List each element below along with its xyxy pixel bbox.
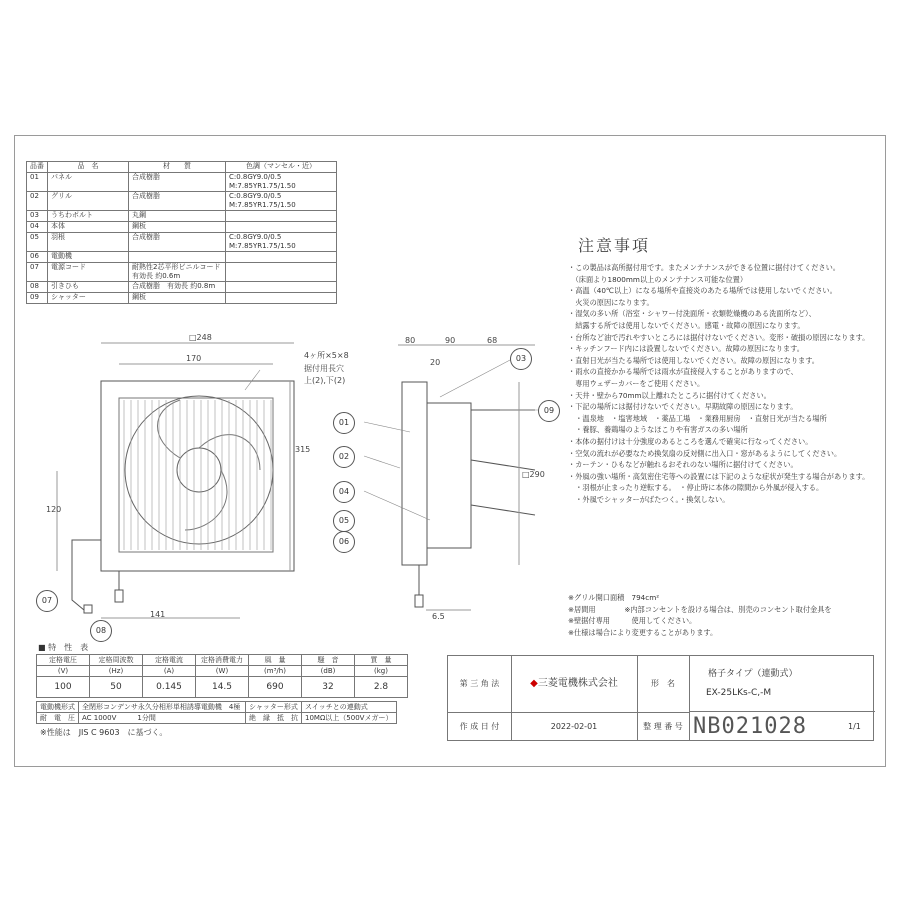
part-material: 鋼板 [129,293,226,304]
spec-table [36,654,408,698]
part-color-line: M:7.85YR1.75/1.50 [229,242,296,250]
note-line: ※グリル開口面積 794cm² [568,593,660,602]
part-no: 08 [27,282,48,293]
spec-value: 14.5 [196,677,249,698]
dim-width: □248 [189,333,212,342]
side-panel [402,382,427,565]
spec-value: 2.8 [355,677,408,698]
note-line: ・この製品は高所据付用です。またメンテナンスができる位置に据付けてください。 [568,263,840,272]
mount-note-2: 上(2),下(2) [304,376,346,385]
spec-unit: (m³/h) [249,666,302,677]
part-no: 06 [27,252,48,263]
part-no: 04 [27,222,48,233]
pull-handle [115,590,123,602]
note-line: ※居間用 ※内部コンセントを設ける場合は、別売のコンセント取付金具を [568,604,832,614]
note-line: ・本体の据付けは十分強度のあるところを選んで確実に行なってください。 [568,436,813,446]
part-material: 丸鋼 [129,211,226,222]
title-block [447,655,874,741]
motor-value: 全閉形コンデンサ永久分相形単相誘導電動機 4極 [79,702,246,713]
projection-label: 第 三 角 法 [448,656,512,713]
mount-label: 4ヶ所×5×8 [304,351,349,360]
side-body [427,403,471,548]
shutter-value: スイッチとの連動式 [302,702,397,713]
spec-value: 50 [90,677,143,698]
note-line: ・養豚、養鶏場のようなほこりや有害ガスの多い場所 [568,425,748,435]
note-line: ・直射日光が当たる場所では使用しないでください。故障の原因になります。 [568,355,819,365]
part-color-line: M:7.85YR1.75/1.50 [229,182,296,190]
header-name: 品 名 [48,162,129,173]
mitsubishi-logo-icon: ◆ [530,678,538,689]
part-color-line: C:0.8GY9.0/0.5 [229,233,282,241]
callout-07: 07 [36,590,58,612]
power-cord [72,540,101,610]
part-color-line: C:0.8GY9.0/0.5 [229,173,282,181]
part-material: 合成樹脂 [129,192,226,211]
doc-label: 整 理 番 号 [637,713,690,741]
spec-value: 0.145 [143,677,196,698]
motor-table [36,701,397,724]
part-no: 03 [27,211,48,222]
dim-side-top3: 68 [487,336,498,345]
part-material: 合成樹脂 有効長 約0.8m [129,282,226,293]
date-label: 作 成 日 付 [448,713,512,741]
spec-footnote: ※性能は JIS C 9603 に基づく。 [40,728,168,737]
part-material: 合成樹脂 [129,233,226,252]
date-value: 2022-02-01 [511,713,638,741]
spec-title-text: 特 性 表 [48,643,89,652]
spec-value: 32 [302,677,355,698]
note-line: ・湿気の多い所（浴室・シャワー付洗面所・衣類乾燥機のある洗面所など）、 [568,309,816,319]
spec-title: ■ 特 性 表 [38,643,89,652]
model-number: EX-25LKs-C,-M [706,688,772,698]
callout-04: 04 [333,481,355,503]
dim-cord-offset: 141 [150,610,166,619]
spec-value: 690 [249,677,302,698]
callout-05: 05 [333,510,355,532]
callout-09: 09 [538,400,560,422]
spec-unit: (V) [37,666,90,677]
part-name: うちわボルト [48,211,129,222]
part-no: 07 [27,263,48,282]
fan-hub [177,448,221,492]
part-no: 05 [27,233,48,252]
part-no: 01 [27,173,48,192]
note-line: ・天井・壁から70mm以上離れたところに据付けてください。 [568,390,771,400]
spec-unit: (W) [196,666,249,677]
voltage-value: AC 1000V 1分間 [79,713,246,724]
spec-header: 質 量 [355,655,408,666]
spec-header: 定格消費電力 [196,655,249,666]
note-line: 結露する所では使用しないでください。感電・故障の原因になります。 [568,320,805,330]
part-color-line: C:0.8GY9.0/0.5 [229,192,282,200]
notes-title: 注意事項 [578,236,651,255]
product-type: 格子タイプ（連動式） [708,669,798,679]
part-no: 09 [27,293,48,304]
voltage-label: 耐 電 圧 [37,713,79,724]
dim-height-lower: 120 [46,505,62,514]
note-line: ・高温（40℃以上）になる場所や直接炎のあたる場所では使用しないでください。 [568,286,837,296]
spec-unit: (A) [143,666,196,677]
part-name: パネル [48,173,129,192]
insulation-label: 絶 縁 抵 抗 [246,713,302,724]
spec-unit: (Hz) [90,666,143,677]
dim-grill: 170 [186,354,202,363]
dim-side-height: □290 [522,470,545,479]
part-material: 耐熱性2芯平形ビニルコード 有効長 約0.6m [129,263,226,282]
note-line: ※壁据付専用 使用してください。 [568,616,697,626]
note-line: ・温泉地 ・塩害地域 ・薬品工場 ・業務用厨房 ・直射日光が当たる場所 [568,413,827,423]
spec-header: 定格電圧 [37,655,90,666]
note-line: ・台所など油で汚れやすいところには据付けないでください。変形・破損の原因になります。 [568,332,870,342]
part-material: 鋼板 [129,222,226,233]
spec-header: 定格電流 [143,655,196,666]
header-color: 色調（マンセル・近） [226,162,337,173]
shutter-rod-3 [471,505,535,515]
spec-unit: (kg) [355,666,408,677]
callout-06: 06 [333,531,355,553]
note-line: ・外風でシャッターがばたつく。・換気しない。 [568,494,730,504]
company-text: 三菱電機株式会社 [537,678,618,689]
plug [84,605,92,613]
shutter-rod-2 [471,460,535,470]
part-no: 02 [27,192,48,211]
note-line: （床面より1800mm以上のメンテナンス可能な位置） [568,274,748,284]
mount-note-1: 据付用長穴 [304,364,344,373]
part-name: グリル [48,192,129,211]
doc-number: NB021028 [693,714,807,739]
spec-row [37,666,408,677]
fan-blade-circle [125,396,273,544]
note-line: ・羽根が止まったり逆転する。 ・停止時に本体の隙間から外風が侵入する。 [568,483,824,493]
dim-side-top2: 90 [445,336,456,345]
part-name: 電源コード [48,263,129,282]
callout-03: 03 [510,348,532,370]
spec-unit: (dB) [302,666,355,677]
callout-01: 01 [333,412,355,434]
spec-header: 風 量 [249,655,302,666]
dim-side-top1: 80 [405,336,416,345]
spec-row [37,655,408,666]
dim-height-upper: 315 [295,445,311,454]
note-line: ・カーテン・ひもなどが触れるおそれのない場所に据付けてください。 [568,460,798,470]
note-line: ・空気の流れが必要なため換気扇の反対側に出入口・窓があるようにしてください。 [568,448,842,458]
part-name: 電動機 [48,252,129,263]
note-line: 専用ウェザーカバーをご使用ください。 [568,378,705,388]
model-cell [689,656,875,712]
note-line: 火災の原因になります。 [568,297,654,307]
header-material: 材 質 [129,162,226,173]
note-line: ・下記の場所には据付けないでください。早期故障の原因になります。 [568,402,798,412]
insulation-value: 10MΩ以上（500Vメガー） [302,713,397,724]
spec-row [37,677,408,698]
callout-08: 08 [90,620,112,642]
sheet-number: 1/1 [848,722,861,731]
note-line: ・外風の強い場所・高気密住宅等への設置には下記のような症状が発生する場合があります。 [568,471,870,481]
motor-label: 電動機形式 [37,702,79,713]
part-color-line: M:7.85YR1.75/1.50 [229,201,296,209]
name-label: 形 名 [637,656,690,713]
part-name: 羽根 [48,233,129,252]
front-panel [101,381,294,571]
spec-value: 100 [37,677,90,698]
note-line: ・雨水の直接かかる場所では雨水が直接侵入することがありますので、 [568,367,798,377]
spec-header: 定格周波数 [90,655,143,666]
part-material: 合成樹脂 [129,173,226,192]
dim-side-small: 20 [430,358,441,367]
callout-02: 02 [333,446,355,468]
grill-bars [124,400,271,550]
callout-leaders [245,360,538,520]
part-name: 本体 [48,222,129,233]
note-line: ※仕様は場合により変更することがあります。 [568,627,718,637]
part-name: 引きひも [48,282,129,293]
side-pull-handle [415,595,423,607]
dim-side-bottom: 6.5 [432,612,445,621]
note-line: ・キッチンフード内には設置しないでください。故障の原因になります。 [568,344,804,354]
header-no: 品番 [27,162,48,173]
part-name: シャッター [48,293,129,304]
spec-header: 騒 音 [302,655,355,666]
shutter-label: シャッター形式 [246,702,302,713]
company-name [511,656,638,713]
